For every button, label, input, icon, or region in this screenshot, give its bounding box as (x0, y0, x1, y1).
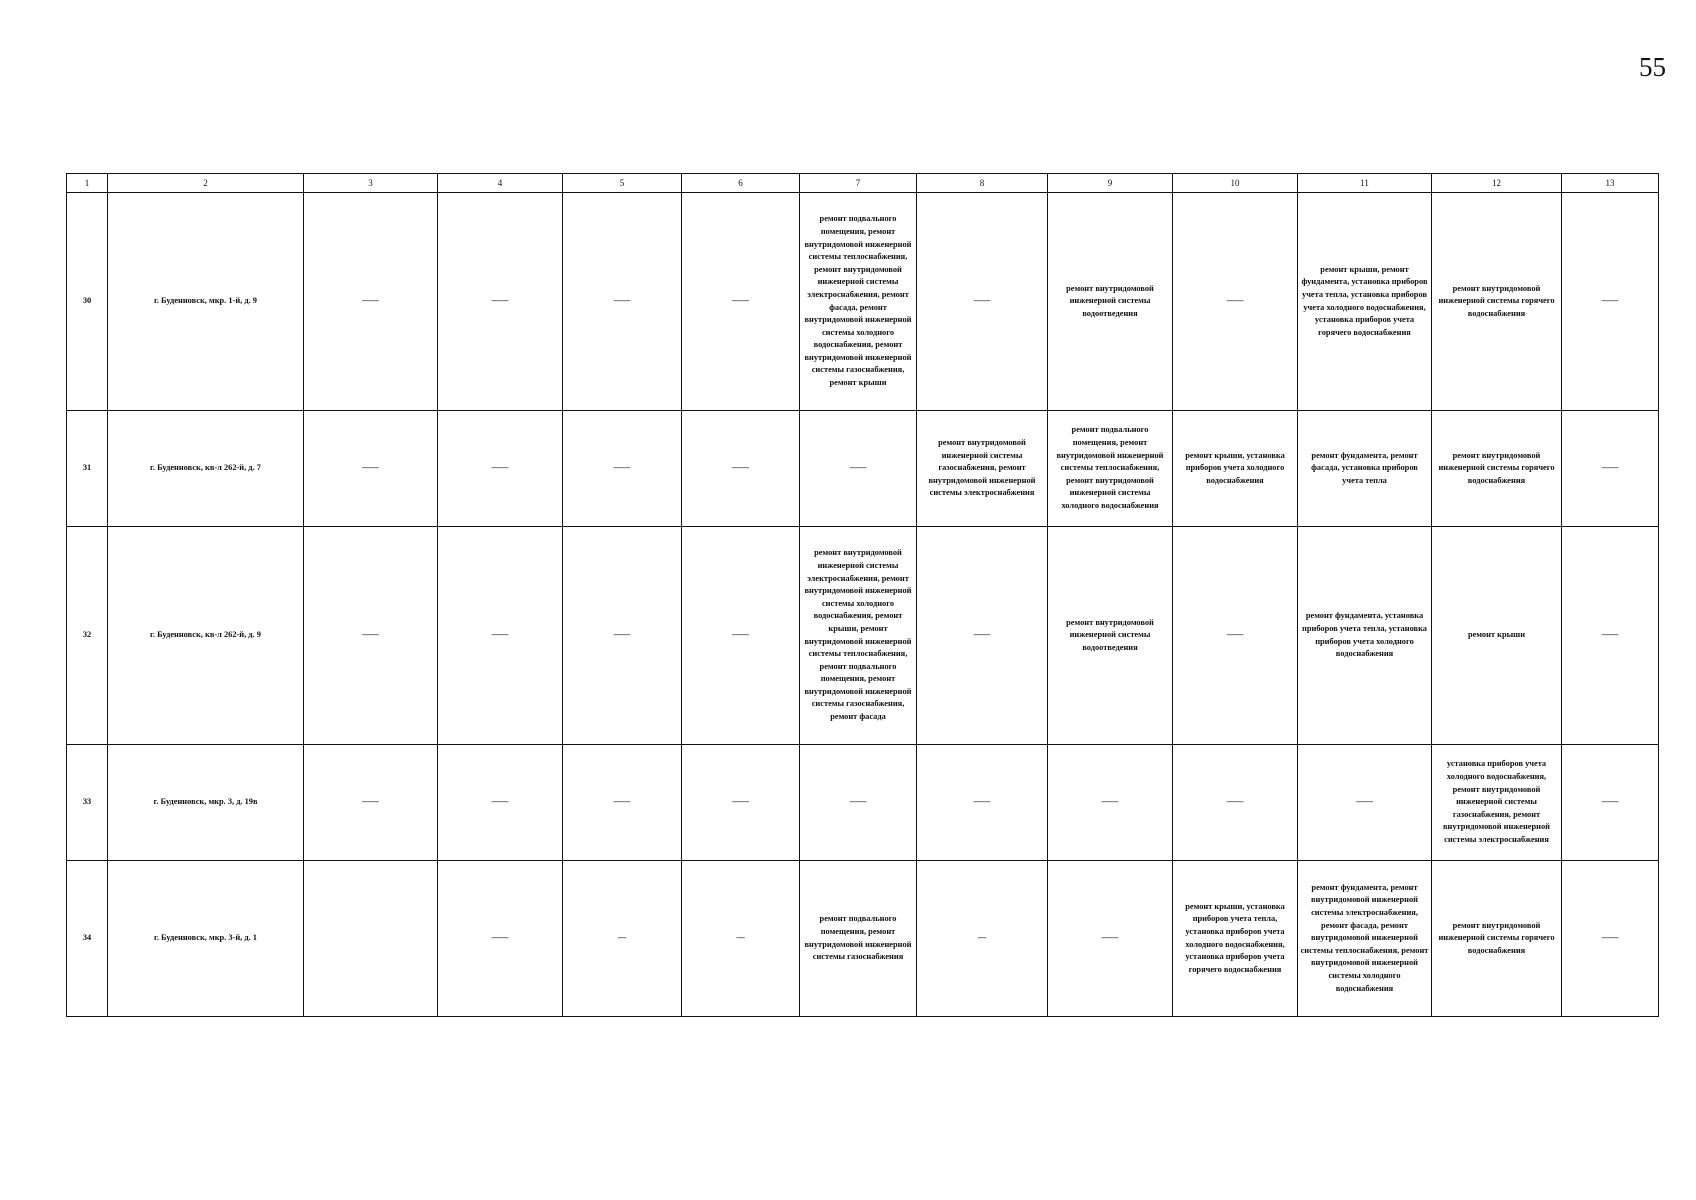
table-cell: —— (1298, 745, 1432, 861)
table-cell: ремонт внутридомовой инженерной системы газоснабжения, ремонт внутридомовой инженерной системы электроснабжения (917, 411, 1048, 527)
table-cell: — (917, 861, 1048, 1017)
column-header: 9 (1048, 174, 1173, 193)
table-cell: ремонт внутридомовой инженерной системы горячего водоснабжения (1432, 193, 1562, 411)
table-cell: —— (438, 745, 563, 861)
table-cell: —— (917, 527, 1048, 745)
table-cell: —— (304, 411, 438, 527)
table-row (67, 527, 1659, 745)
table-cell: — (563, 861, 682, 1017)
table-cell: —— (304, 527, 438, 745)
row-address: г. Буденновск, мкр. 3, д. 19в (108, 745, 304, 861)
table-cell: —— (1173, 527, 1298, 745)
column-header: 13 (1562, 174, 1659, 193)
row-address: г. Буденновск, мкр. 1-й, д. 9 (108, 193, 304, 411)
column-header: 12 (1432, 174, 1562, 193)
table-cell: ремонт крыши (1432, 527, 1562, 745)
table-cell: ремонт подвального помещения, ремонт внутридомовой инженерной системы теплоснабжения, ремонт внутридомовой инженерной системы холодного водоснабжения (1048, 411, 1173, 527)
table-cell: —— (1048, 861, 1173, 1017)
table-cell: —— (1048, 745, 1173, 861)
table-cell: ремонт внутридомовой инженерной системы электроснабжения, ремонт внутридомовой инженерной системы холодного водоснабжения, ремонт крыши, ремонт внутридомовой инженерной системы теплоснабжения, ремонт подвального помещения, ремонт внутридомовой инженерной системы газоснабжения, ремонт фасада (800, 527, 917, 745)
table-cell: —— (1562, 861, 1659, 1017)
table-row (67, 745, 1659, 861)
table-cell: —— (1173, 745, 1298, 861)
column-header: 7 (800, 174, 917, 193)
column-header: 8 (917, 174, 1048, 193)
table-cell: ремонт крыши, ремонт фундамента, установка приборов учета тепла, установка приборов учета холодного водоснабжения, установка приборов учета горячего водоснабжения (1298, 193, 1432, 411)
table-cell: — (682, 861, 800, 1017)
column-header: 11 (1298, 174, 1432, 193)
table-cell: ремонт внутридомовой инженерной системы горячего водоснабжения (1432, 861, 1562, 1017)
table-cell: —— (1562, 411, 1659, 527)
column-header: 1 (67, 174, 108, 193)
table-cell: —— (563, 193, 682, 411)
row-address: г. Буденновск, мкр. 3-й, д. 1 (108, 861, 304, 1017)
column-header: 6 (682, 174, 800, 193)
table-row (67, 193, 1659, 411)
table-cell: —— (563, 411, 682, 527)
column-header: 10 (1173, 174, 1298, 193)
row-number: 31 (67, 411, 108, 527)
page-number: 55 (1639, 52, 1666, 82)
table-cell: —— (682, 193, 800, 411)
table-cell: ремонт подвального помещения, ремонт внутридомовой инженерной системы газоснабжения (800, 861, 917, 1017)
column-header: 2 (108, 174, 304, 193)
table-cell: ремонт внутридомовой инженерной системы водоотведения (1048, 527, 1173, 745)
column-header: 4 (438, 174, 563, 193)
works-table (66, 173, 1659, 1017)
table-cell: —— (438, 861, 563, 1017)
table-row (67, 861, 1659, 1017)
table-cell: ремонт подвального помещения, ремонт внутридомовой инженерной системы теплоснабжения, ремонт внутридомовой инженерной системы электроснабжения, ремонт фасада, ремонт внутридомовой инженерной системы холодного водоснабжения, ремонт внутридомовой инженерной системы газоснабжения, ремонт крыши (800, 193, 917, 411)
table-cell: ремонт фундамента, ремонт фасада, установка приборов учета тепла (1298, 411, 1432, 527)
row-address: г. Буденновск, кв-л 262-й, д. 7 (108, 411, 304, 527)
table-cell: ремонт внутридомовой инженерной системы горячего водоснабжения (1432, 411, 1562, 527)
table-cell: —— (1173, 193, 1298, 411)
table-cell (304, 861, 438, 1017)
table-cell: —— (438, 527, 563, 745)
table-cell: —— (682, 527, 800, 745)
row-number: 34 (67, 861, 108, 1017)
table-row (67, 411, 1659, 527)
row-number: 30 (67, 193, 108, 411)
table-cell: —— (438, 411, 563, 527)
table-cell: —— (800, 745, 917, 861)
table-cell: —— (304, 193, 438, 411)
table-cell: —— (800, 411, 917, 527)
table-cell: установка приборов учета холодного водоснабжения, ремонт внутридомовой инженерной системы газоснабжения, ремонт внутридомовой инженерной системы электроснабжения (1432, 745, 1562, 861)
row-number: 32 (67, 527, 108, 745)
table-cell: ремонт крыши, установка приборов учета тепла, установка приборов учета холодного водоснабжения, установка приборов учета горячего водоснабжения (1173, 861, 1298, 1017)
table-cell: —— (917, 193, 1048, 411)
table-cell: —— (1562, 745, 1659, 861)
table-cell: ремонт внутридомовой инженерной системы водоотведения (1048, 193, 1173, 411)
table-cell: ремонт крыши, установка приборов учета холодного водоснабжения (1173, 411, 1298, 527)
column-number-row (67, 174, 1659, 193)
table-cell: —— (563, 527, 682, 745)
table-cell: —— (917, 745, 1048, 861)
table-cell: ремонт фундамента, ремонт внутридомовой инженерной системы электроснабжения, ремонт фасада, ремонт внутридомовой инженерной системы теплоснабжения, ремонт внутридомовой инженерной системы холодного водоснабжения (1298, 861, 1432, 1017)
column-header: 5 (563, 174, 682, 193)
row-address: г. Буденновск, кв-л 262-й, д. 9 (108, 527, 304, 745)
table-cell: —— (304, 745, 438, 861)
table-cell: ремонт фундамента, установка приборов учета тепла, установка приборов учета холодного водоснабжения (1298, 527, 1432, 745)
table-cell: —— (1562, 527, 1659, 745)
table-cell: —— (438, 193, 563, 411)
table-cell: —— (682, 411, 800, 527)
table-cell: —— (563, 745, 682, 861)
table-cell: —— (1562, 193, 1659, 411)
column-header: 3 (304, 174, 438, 193)
row-number: 33 (67, 745, 108, 861)
table-cell: —— (682, 745, 800, 861)
